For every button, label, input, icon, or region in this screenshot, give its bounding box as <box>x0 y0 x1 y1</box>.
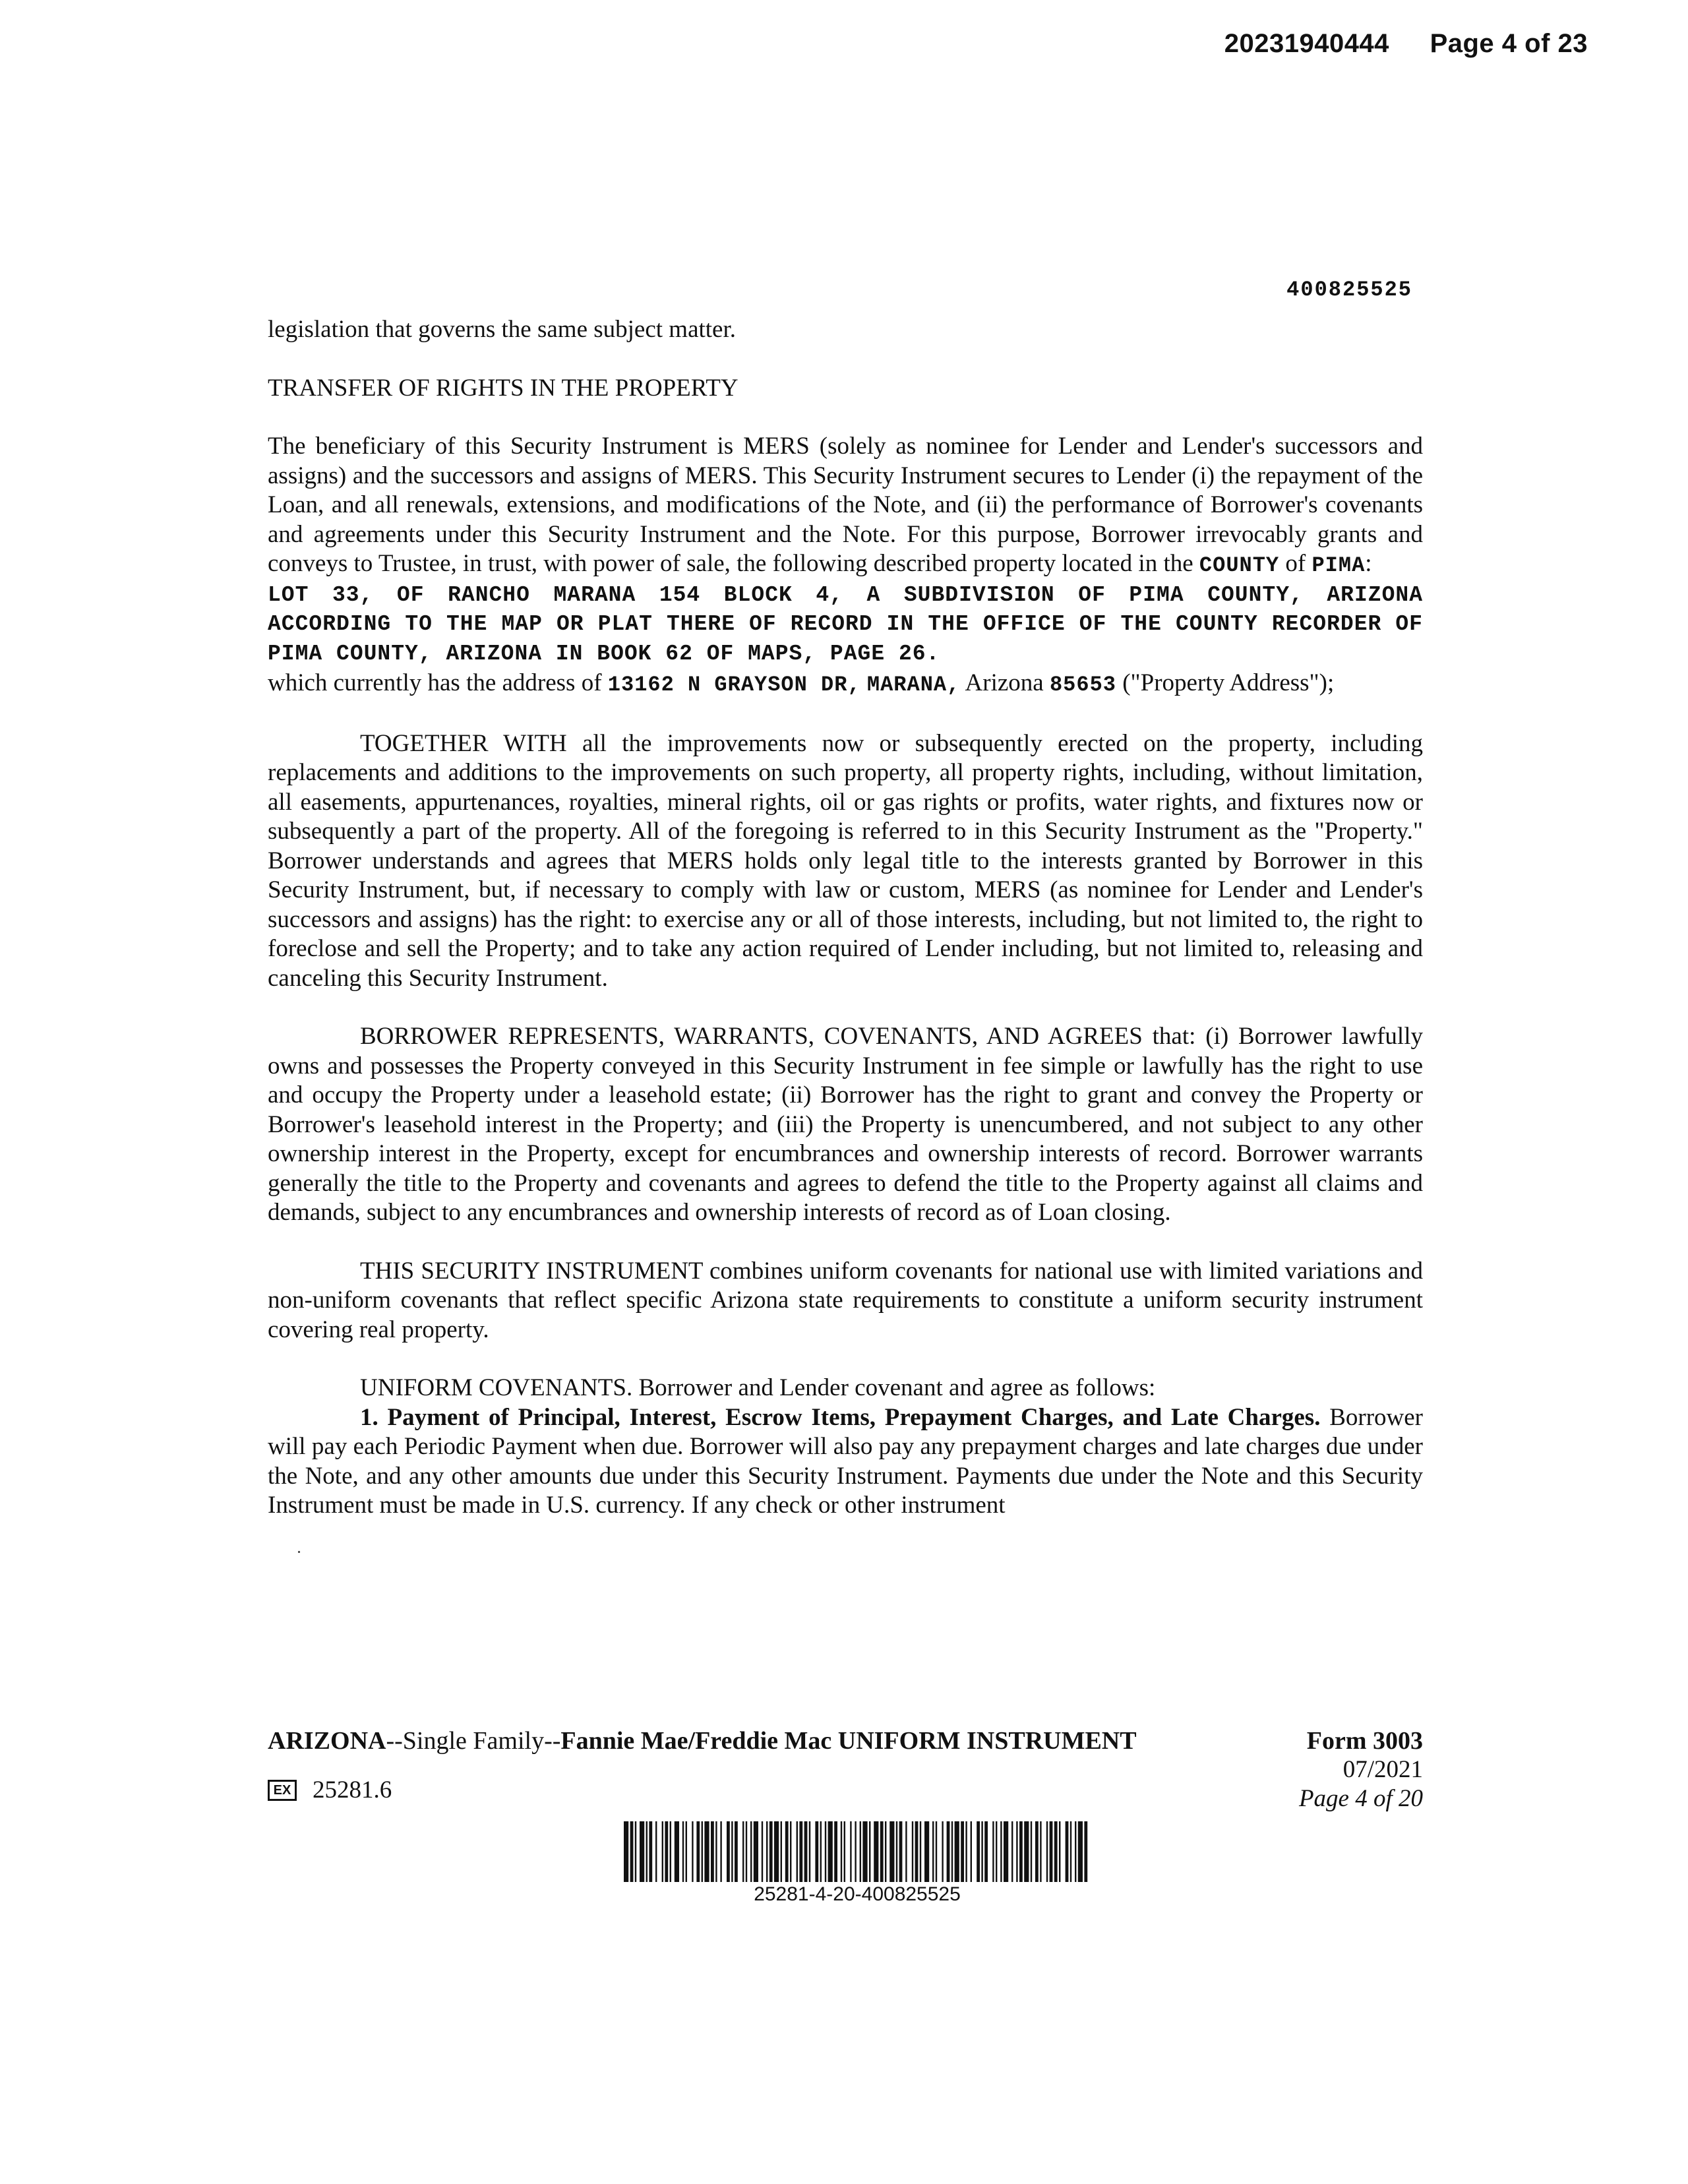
covenant-1-heading: 1. Payment of Principal, Interest, Escrow Items, Prepayment Charges, and Late Charges. <box>360 1403 1321 1431</box>
address-prefix: which currently has the address of <box>268 669 602 696</box>
loan-number: 400825525 <box>1286 278 1412 302</box>
record-page-label: Page 4 of 23 <box>1430 29 1588 58</box>
address-zip: 85653 <box>1049 673 1116 697</box>
covenant-1-text: Borrower will pay each Periodic Payment when due. Borrower will also pay any prepayment charges and late charges due under the Note, and any other amounts due under this Security Instrument. Payments due under the Note and this Security Instrument must be made in U.S. currency. If any check or other instrument <box>268 1403 1424 1519</box>
address-city: MARANA, <box>866 673 961 697</box>
together-with-paragraph: TOGETHER WITH all the improvements now or subsequently erected on the property, including replacements and additions to the improvements on such property, all property rights, including, without limitation, all easements, appurtenances, royalties, mineral rights, oil or gas rights or profits, water rights, and fixtures now or subsequently a part of the property. All of the foregoing is referred to in this Security Instrument as the "Property." Borrower understands and agrees that MERS holds only legal title to the interests granted by Borrower in this Security Instrument, but, if necessary to comply with law or custom, MERS (as nominee for Lender and Lender's successors and assigns) has the right: to exercise any or all of those interests, including, but not limited to, the right to foreclose and sell the Property; and to take any action required of Lender including, but not limited to, releasing and canceling this Security Instrument. <box>268 729 1423 992</box>
barcode-icon <box>624 1821 1091 1882</box>
borrower-represents-paragraph: BORROWER REPRESENTS, WARRANTS, COVENANTS, AND AGREES that: (i) Borrower lawfully owns and possesses the Property conveyed in this Security Instrument in fee simple or lawfully has the right to use and occupy the Property under a leasehold estate; (ii) Borrower has the right to grant and convey the Property or Borrower's leasehold interest in the Property; and (iii) the Property is unencumbered, and not subject to any other ownership interest in the Property, except for encumbrances and ownership interests of record. Borrower warrants generally the title to the Property and covenants and agrees to defend the title to the Property against all claims and demands, subject to any encumbrances and ownership interests of record as of Loan closing. <box>268 1023 1423 1226</box>
transfer-paragraph: The beneficiary of this Security Instrument is MERS (solely as nominee for Lender and Lender's successors and assigns) and the successors and assigns of MERS. This Security Instrument secures to Lender (i) the repayment of the Loan, and all renewals, extensions, and modifications of the Note, and (ii) the performance of Borrower's covenants and agreements under this Security Instrument and the Note. For this purpose, Borrower irrevocably grants and conveys to Trustee, in trust, with power of sale, the following described property located in the COUNTY of PIMA: <box>268 433 1423 578</box>
doc-code-text: 25281.6 <box>313 1776 392 1804</box>
jurisdiction-type: COUNTY <box>1199 553 1280 578</box>
scan-speck <box>298 1551 300 1553</box>
legal-description: LOT 33, OF RANCHO MARANA 154 BLOCK 4, A SUBDIVISION OF PIMA COUNTY, ARIZONA ACCORDING TO THE MAP OR PLAT THERE OF RECORD IN THE OFFICE OF THE COUNTY RECORDER OF PIMA COUNTY, ARIZONA IN BOOK 62 OF MAPS, PAGE 26. <box>268 582 1423 666</box>
footer-form-number: Form 3003 <box>1306 1727 1423 1755</box>
footer-form-info <box>1299 1726 1423 1813</box>
transfer-text: The beneficiary of this Security Instrument is MERS (solely as nominee for Lender and Lender's successors and assigns) and the successors and assigns of MERS. This Security Instrument secures to Lender (i) the repayment of the Loan, and all renewals, extensions, and modifications of the Note, and (ii) the performance of Borrower's covenants and agreements under this Security Instrument and the Note. For this purpose, Borrower irrevocably grants and conveys to Trustee, in trust, with power of sale, the following described property located in the <box>268 433 1423 577</box>
barcode-caption: 25281-4-20-400825525 <box>754 1883 961 1905</box>
address-state: Arizona <box>965 669 1044 696</box>
footer-form-title <box>268 1726 1137 1755</box>
footer-title-middle: --Single Family-- <box>386 1727 561 1755</box>
footer-form-date: 07/2021 <box>1342 1756 1423 1783</box>
footer-form-page: Page 4 of 20 <box>1298 1785 1423 1812</box>
footer-title-bold: Fannie Mae/Freddie Mac UNIFORM INSTRUMENT <box>560 1727 1137 1755</box>
document-body <box>268 315 1423 1521</box>
uniform-covenants-intro: UNIFORM COVENANTS. Borrower and Lender covenant and agree as follows: <box>360 1374 1156 1401</box>
of-word: of <box>1285 550 1306 577</box>
jurisdiction-name: PIMA <box>1311 553 1366 578</box>
security-instrument-paragraph: THIS SECURITY INSTRUMENT combines uniform covenants for national use with limited variations and non-uniform covenants that reflect specific Arizona state requirements to constitute a uniform security instrument covering real property. <box>268 1257 1423 1343</box>
ex-logo-icon: EX <box>268 1780 297 1801</box>
address-street: 13162 N GRAYSON DR, <box>607 673 861 697</box>
address-suffix: ("Property Address"); <box>1122 669 1335 696</box>
section-heading-transfer: TRANSFER OF RIGHTS IN THE PROPERTY <box>268 374 738 402</box>
record-number: 20231940444 <box>1224 29 1389 58</box>
property-address-line <box>268 669 1423 700</box>
record-header <box>1224 29 1588 59</box>
covenant-1 <box>268 1403 1423 1521</box>
footer-doc-code <box>268 1776 392 1804</box>
continuation-text: legislation that governs the same subject matter. <box>268 316 737 343</box>
footer-state: ARIZONA <box>268 1727 386 1755</box>
